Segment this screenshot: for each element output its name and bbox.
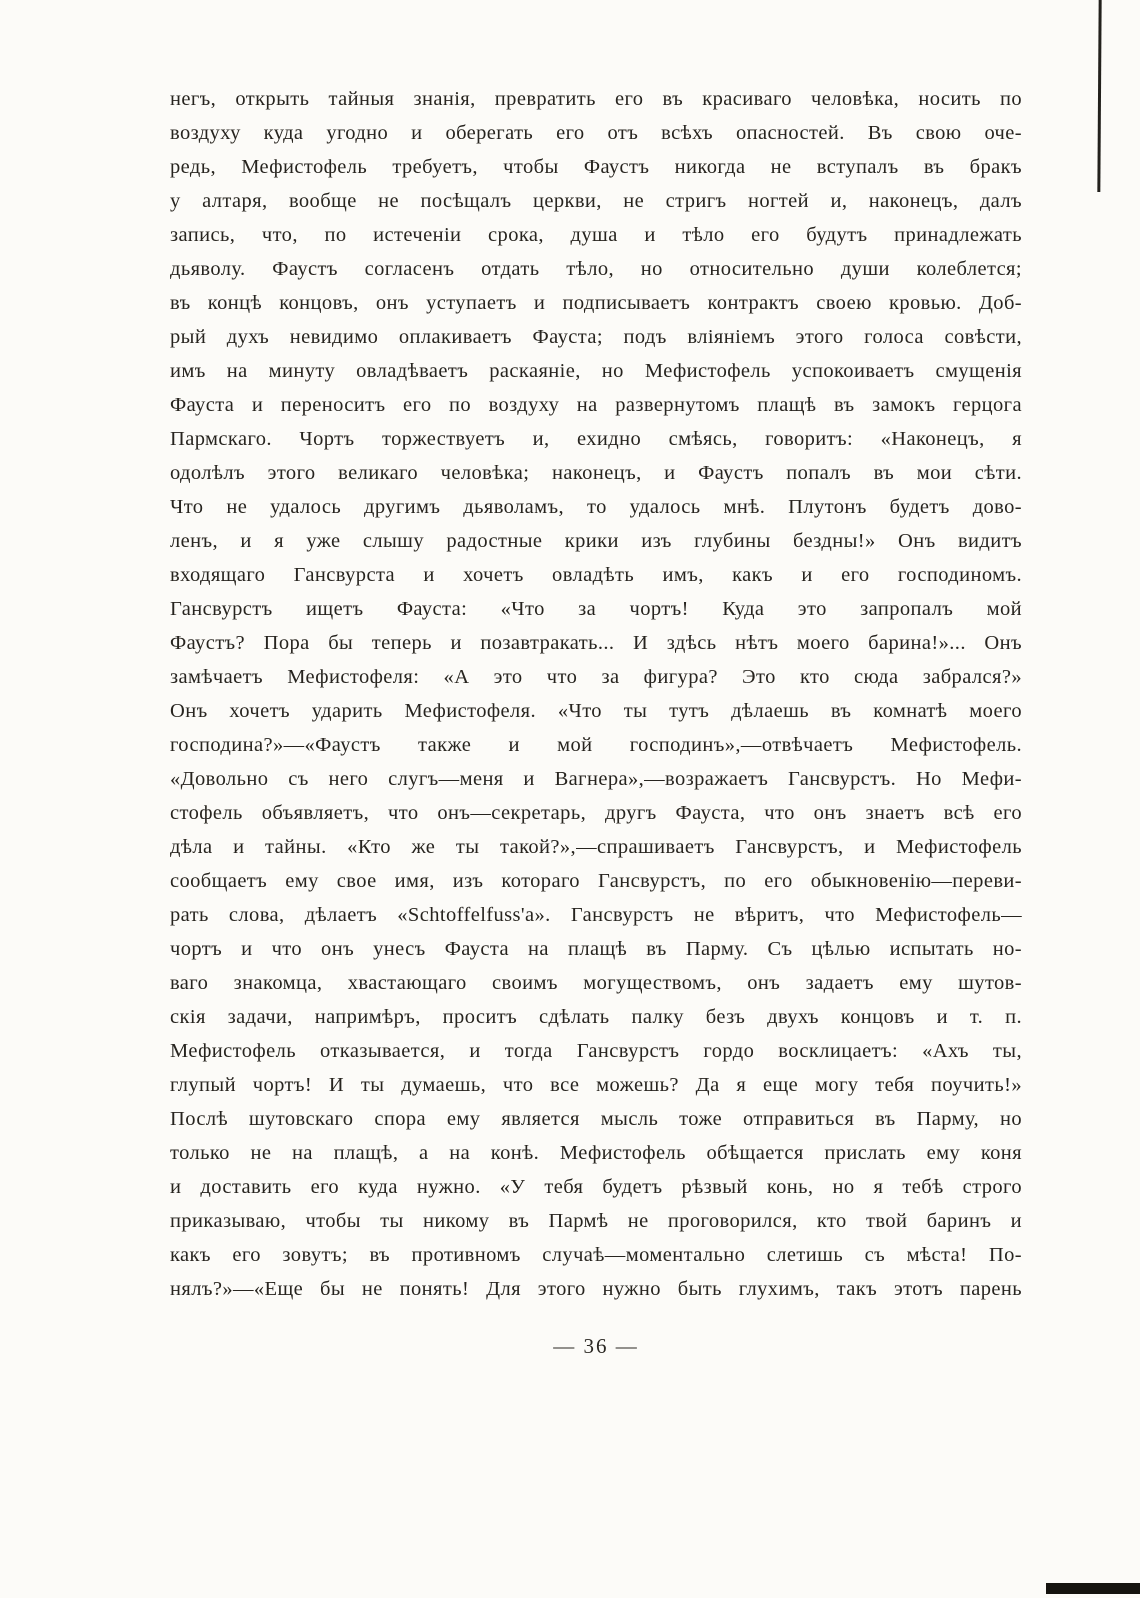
text-line: стофель объявляетъ, что онъ—секретарь, другъ Фауста, что онъ знаетъ всѣ его [170, 802, 1022, 824]
text-line: Что не удалось другимъ дьяволамъ, то удалось мнѣ. Плутонъ будетъ дово- [170, 496, 1022, 518]
scan-artifact-bottom-mark [1046, 1583, 1140, 1594]
text-line: рать слова, дѣлаетъ «Schtoffelfuss'а». Гансвурстъ не вѣритъ, что Мефистофель— [170, 904, 1022, 926]
text-line: Мефистофель отказывается, и тогда Гансвурстъ гордо восклицаетъ: «Ахъ ты, [170, 1040, 1022, 1062]
text-line: и доставить его куда нужно. «У тебя будетъ рѣзвый конь, но я тебѣ строго [170, 1176, 1022, 1198]
text-line: нялъ?»—«Еще бы не понять! Для этого нужно быть глухимъ, такъ этотъ парень [170, 1278, 1022, 1300]
scan-artifact-edge-line [1097, 0, 1101, 192]
text-line: въ концѣ концовъ, онъ уступаетъ и подписываетъ контрактъ своею кровью. Доб- [170, 292, 1022, 314]
text-line: приказываю, чтобы ты никому въ Пармѣ не проговорился, кто твой баринъ и [170, 1210, 1022, 1232]
body-text-block [170, 82, 1022, 1306]
text-line: одолѣлъ этого великаго человѣка; наконецъ, и Фаустъ попалъ въ мои сѣти. [170, 462, 1022, 484]
text-line: негъ, открыть тайныя знанія, превратить его въ красиваго человѣка, носить по [170, 88, 1022, 110]
text-line: рый духъ невидимо оплакиваетъ Фауста; подъ вліяніемъ этого голоса совѣсти, [170, 326, 1022, 348]
text-line: редь, Мефистофель требуетъ, чтобы Фаустъ никогда не вступалъ въ бракъ [170, 156, 1022, 178]
text-line: какъ его зовутъ; въ противномъ случаѣ—моментально слетишь съ мѣста! По- [170, 1244, 1022, 1266]
text-line: дьяволу. Фаустъ согласенъ отдать тѣло, но относительно души колеблется; [170, 258, 1022, 280]
page-number: — 36 — [553, 1334, 639, 1358]
text-line: глупый чортъ! И ты думаешь, что все можешь? Да я еще могу тебя поучить!» [170, 1074, 1022, 1096]
text-line: чортъ и что онъ унесъ Фауста на плащѣ въ Парму. Съ цѣлью испытать но- [170, 938, 1022, 960]
text-line: ленъ, и я уже слышу радостные крики изъ глубины бездны!» Онъ видитъ [170, 530, 1022, 552]
text-line: Онъ хочетъ ударить Мефистофеля. «Что ты тутъ дѣлаешь въ комнатѣ моего [170, 700, 1022, 722]
text-line: у алтаря, вообще не посѣщалъ церкви, не стригъ ногтей и, наконецъ, далъ [170, 190, 1022, 212]
text-line: Фаустъ? Пора бы теперь и позавтракать... И здѣсь нѣтъ моего барина!»... Онъ [170, 632, 1022, 654]
text-line: господина?»—«Фаустъ также и мой господинъ»,—отвѣчаетъ Мефистофель. [170, 734, 1022, 756]
text-line: воздуху куда угодно и оберегать его отъ всѣхъ опасностей. Въ свою оче- [170, 122, 1022, 144]
text-line: Пармскаго. Чортъ торжествуетъ и, ехидно смѣясь, говоритъ: «Наконецъ, я [170, 428, 1022, 450]
text-line: входящаго Гансвурста и хочетъ овладѣть имъ, какъ и его господиномъ. [170, 564, 1022, 586]
text-line: запись, что, по истеченіи срока, душа и тѣло его будутъ принадлежать [170, 224, 1022, 246]
text-line: только не на плащѣ, а на конѣ. Мефистофель обѣщается прислать ему коня [170, 1142, 1022, 1164]
text-line: Послѣ шутовскаго спора ему является мысль тоже отправиться въ Парму, но [170, 1108, 1022, 1130]
text-line: Гансвурстъ ищетъ Фауста: «Что за чортъ! Куда это запропалъ мой [170, 598, 1022, 620]
text-line: дѣла и тайны. «Кто же ты такой?»,—спрашиваетъ Гансвурстъ, и Мефистофель [170, 836, 1022, 858]
text-line: сообщаетъ ему свое имя, изъ котораго Гансвурстъ, по его обыкновенію—переви- [170, 870, 1022, 892]
text-line: Фауста и переноситъ его по воздуху на развернутомъ плащѣ въ замокъ герцога [170, 394, 1022, 416]
text-line: «Довольно съ него слугъ—меня и Вагнера»,—возражаетъ Гансвурстъ. Но Мефи- [170, 768, 1022, 790]
text-line: ваго знакомца, хвастающаго своимъ могуществомъ, онъ задаетъ ему шутов- [170, 972, 1022, 994]
text-line: замѣчаетъ Мефистофеля: «А это что за фигура? Это кто сюда забрался?» [170, 666, 1022, 688]
text-line: имъ на минуту овладѣваетъ раскаяніе, но Мефистофель успокоиваетъ смущенія [170, 360, 1022, 382]
text-line: скія задачи, напримѣръ, проситъ сдѣлать палку безъ двухъ концовъ и т. п. [170, 1006, 1022, 1028]
